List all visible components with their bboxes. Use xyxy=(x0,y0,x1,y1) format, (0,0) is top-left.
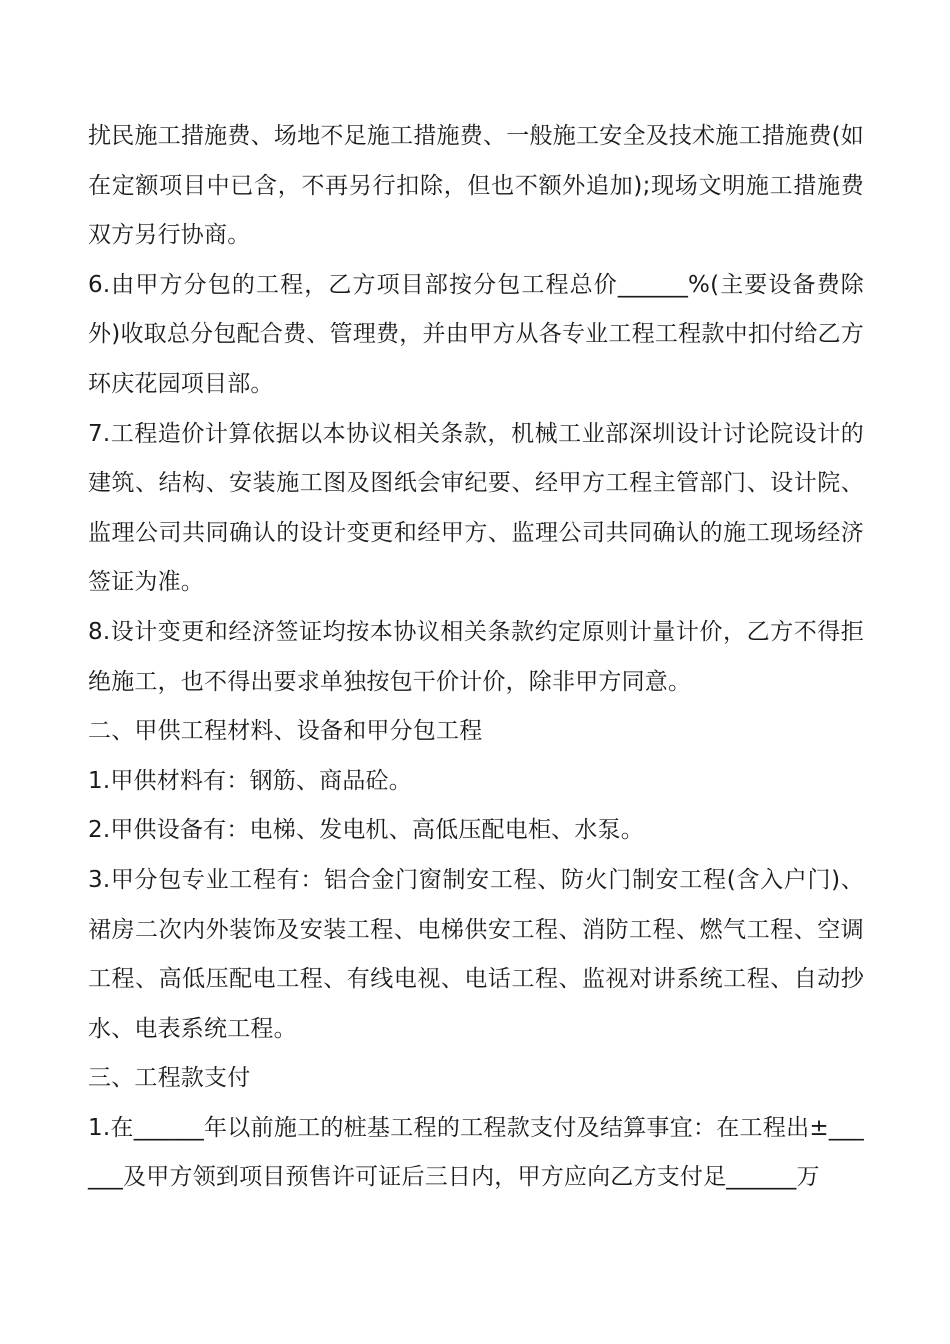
paragraph-supplied-materials: 1.甲供材料有：钢筋、商品砼。 xyxy=(88,767,412,794)
paragraph-measures-fee: 扰民施工措施费、场地不足施工措施费、一般施工安全及技术施工措施费(如在定额项目中已含，不再另行扣除，但也不额外追加);现场文明施工措施费双方另行协商。 xyxy=(88,123,864,249)
paragraph-supplied-equipment: 2.甲供设备有：电梯、发电机、高低压配电柜、水泵。 xyxy=(88,817,644,844)
paragraph-payment-1: 1.在______年以前施工的桩基工程的工程款支付及结算事宜：在工程出±______及甲方领到项目预售许可证后三日内，甲方应向乙方支付足______万 xyxy=(88,1114,864,1191)
section-heading-2: 二、甲供工程材料、设备和甲分包工程 xyxy=(88,718,483,745)
paragraph-item-6: 6.由甲方分包的工程，乙方项目部按分包工程总价______%(主要设备费除外)收取总分包配合费、管理费，并由甲方从各专业工程工程款中扣付给乙方环庆花园项目部。 xyxy=(88,271,864,397)
paragraph-item-8: 8.设计变更和经济签证均按本协议相关条款约定原则计量计价，乙方不得拒绝施工，也不得出要求单独按包干价计价，除非甲方同意。 xyxy=(88,618,864,695)
paragraph-item-7: 7.工程造价计算依据以本协议相关条款，机械工业部深圳设计讨论院设计的建筑、结构、安装施工图及图纸会审纪要、经甲方工程主管部门、设计院、监理公司共同确认的设计变更和经甲方、监理公司共同确认的施工现场经济签证为准。 xyxy=(88,420,864,596)
document-body xyxy=(88,112,864,1203)
paragraph-subcontract-works: 3.甲分包专业工程有：铝合金门窗制安工程、防火门制安工程(含入户门)、裙房二次内外装饰及安装工程、电梯供安工程、消防工程、燃气工程、空调工程、高低压配电工程、有线电视、电话工程、监视对讲系统工程、自动抄水、电表系统工程。 xyxy=(88,866,864,1042)
section-heading-3: 三、工程款支付 xyxy=(88,1065,251,1092)
